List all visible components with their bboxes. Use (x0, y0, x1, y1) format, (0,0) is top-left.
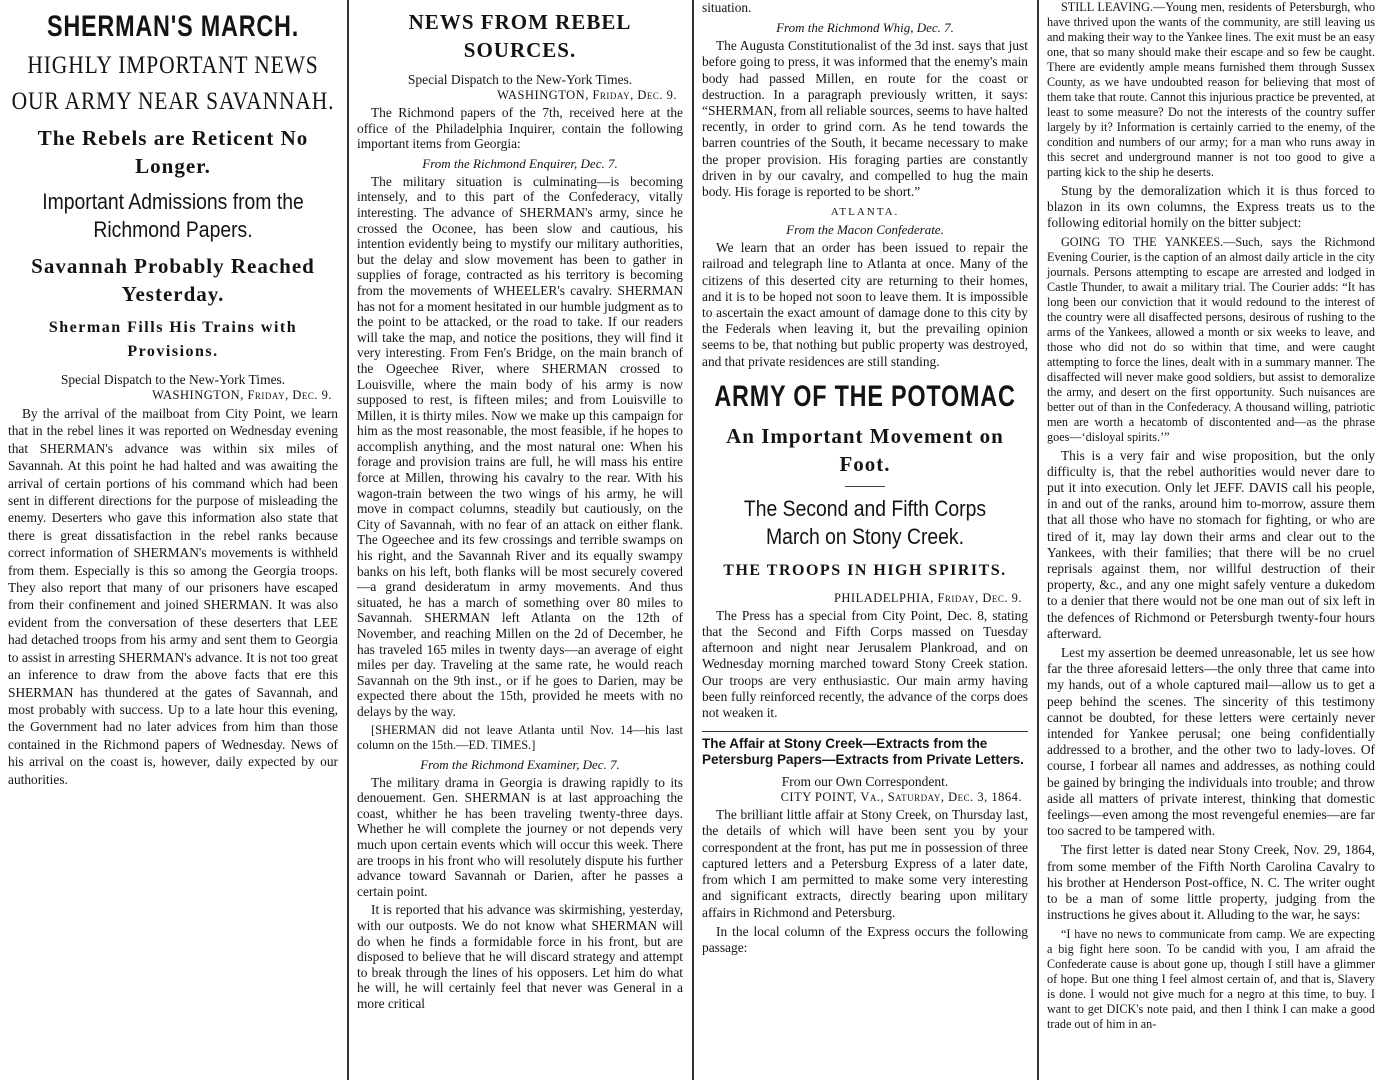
subheadline: The Rebels are Reticent No Longer. (37, 126, 309, 178)
article-paragraph: We learn that an order has been issued to repair the railroad and telegraph line to Atlanta at once. Many of the citizens of this deserted city are returning to their homes, and it is to be hoped not soon to leave them. It is impossible to ascertain the exact amount of damage done to this city by the Federals when leaving it, but the prevailing opinion seems to be, that nothing but public property was destroyed, and that private residences are still standing. (702, 240, 1028, 369)
article-paragraph: By the arrival of the mailboat from City Point, we learn that in the rebel lines it was reported on Wednesday evening that SHERMAN's advance was within six miles of Savannah. At this point he had halted and was awaiting the arrival of certain portions of his command which had been sent in different directions for the purpose of misleading the enemy. Deserters who gave this information also state that there is great dissatisfaction in the rebel ranks because correct information of SHERMAN's movements is withheld from them. Especially is this so among the Georgia troops. They also report that many of our prisoners have escaped from their confinement and joined SHERMAN. It was also evident from the conversation of these deserters that LEE had detached troops from his army and sent them to Georgia to assist in arresting SHERMAN's advance. It is not too great an inference to draw from the above facts that ere this SHERMAN has thundered at the gates of Savannah, and most probably with success. Up to a late hour this evening, the Government had no later advices from him than those contained in the Richmond papers of Wednesday. News of his arrival on the coast is, however, daily expected by our authorities. (8, 406, 338, 787)
article-paragraph: The Press has a special from City Point, Dec. 8, stating that the Second and Fifth Corps massed on Tuesday afternoon and night near Jerusalem Plankroad, and on Wednesday morning marched toward Stony Creek station. Our troops are very enthusiastic. Our main army having been fully reinforced recently, the advance of the corps does not weaken it. (702, 607, 1028, 721)
section-label: ATLANTA. (830, 206, 900, 219)
editor-note: [SHERMAN did not leave Atlanta until Nov. 14—his last column on the 15th.—ED. TIMES.] (357, 722, 683, 752)
article-paragraph: situation. (702, 0, 752, 15)
dateline: CITY POINT, Va., Saturday, Dec. 3, 1864. (780, 790, 1022, 805)
subheadline: The Second and Fifth Corps March on Stony Creek. (743, 495, 987, 549)
dateline: WASHINGTON, Friday, Dec. 9. (152, 388, 332, 402)
article-subhead: The Affair at Stony Creek—Extracts from the Petersburg Papers—Extracts from Private Letters. (702, 731, 1028, 768)
source-credit: From the Macon Confederate. (786, 222, 944, 238)
subheadline-minor: Sherman Fills His Trains with Provisions. (48, 319, 298, 360)
dispatch-credit: Special Dispatch to the New-York Times. (407, 72, 633, 87)
article-paragraph: Lest my assertion be deemed unreasonable, let us see how far the three aforesaid letters—the only three that came into my hands, out of a whole captured mail—allow us to get a peep behind the scenes. The sincerity of this testimony cannot be doubted, for these letters were certainly never intended for Yankee perusal; one being confidentially addressed to a brother, and the other two to lady-loves. Of course, I forbear all names and addresses, as nothing could be gained by bringing the individuals into trouble; and throw aside all matters of private interest, thinking that domestic feelings—even among the most revengeful enemies—are far too sacred to be tampered with. (1047, 645, 1375, 839)
article-paragraph: The military drama in Georgia is drawing rapidly to its denouement. Gen. SHERMAN is at last approaching the coast, whither he has been traveling twenty-three days. Whether he will complete the journey or not depends very much upon certain events which will occur this week. There are troops in his front who will resolutely dispute his further advance toward Savannah or Darien, after he passes a certain point. (357, 774, 683, 899)
correspondent-credit: From our Own Correspondent. (781, 774, 949, 790)
source-credit: From the Richmond Examiner, Dec. 7. (420, 756, 620, 772)
newspaper-column-3 (692, 0, 1036, 1080)
source-credit: From the Richmond Enquirer, Dec. 7. (422, 155, 618, 171)
article-paragraph: The Augusta Constitutionalist of the 3d inst. says that just before going to press, it was informed that the enemy's main body had passed Millen, en route for the coast or destruction. In a paragraph previously written, it says: “SHERMAN, from all reliable sources, seems to have halted recently, in order to grind corn. As he tend towards the barren countries of the South, it became necessary to make the proper provision. His foraging parties are constantly driven in by our cavalry, and compelled to hug the main body. His forage is reported to be short.” (702, 38, 1028, 200)
newspaper-column-1 (0, 0, 346, 1080)
source-credit: From the Richmond Whig, Dec. 7. (776, 20, 954, 36)
article-paragraph: The first letter is dated near Stony Creek, Nov. 29, 1864, from some member of the Fifth North Carolina Cavalry to his brother at Henderson Post-office, N. C. The writer ought to be a man of some little property, judging from the instructions he gives about it. Alluding to the war, he says: (1047, 842, 1375, 923)
article-paragraph: “I have no news to communicate from camp. We are expecting a big fight here soon. To be candid with you, I am afraid the Confederate cause is about gone up, though I still have a glimmer of hope. But one thing I feel almost certain of, and that is, Slavery is done. I would not give much for a negro at this time, to buy. I want to get DICK's note paid, and then I think I can make a good trade out of him in an- (1047, 926, 1375, 1031)
headline: SHERMAN'S MARCH. (46, 10, 300, 43)
headline-deck: OUR ARMY NEAR SAVANNAH. (11, 88, 335, 115)
article-paragraph: The military situation is culminating—is becoming intensely, and to this part of the Confederacy, vitally interesting. The advance of SHERMAN's army, since he crossed the Oconee, has been slow and cautious, his intention evidently being to mystify our military authorities, but the delay and slow movement has been to gather in supplies of forage, contracted as his territory is becoming from the movements of WHEELER's cavalry. SHERMAN has not for a moment hesitated in our humble judgment as to the point to be attacked, or the road to take. If our readers will take the map, and notice the positions, they will find it very interesting. From Fen's Bridge, on the main branch of the Ogeechee River, where SHERMAN crossed to Louisville, where the main body of his army is now supposed to rest, is fifteen miles; and from Louisville to Millen, it is thirty miles. Now we make up this campaign for him as the most reasonable, the most feasible, if he hopes to accomplish anything, and the most natural one: When his forage and provision trains are full, he will mass his entire force at Millen, throwing his cavalry to the rear. With his wagon-train between the two wings of his army, he will move in compact columns, steadily but cautiously, on the City of Savannah, with no fear of an attack on either flank. The Ogeechee and its few crossings and terrible swamps on his right, and the Savannah River and its equally swampy banks on his left, both flanks will be most securely covered—a grand desideratum in army movements. And thus situated, he has a march of something over 80 miles to Savannah. SHERMAN left Atlanta on the 12th of November, and reaching Millen on the 2d of December, he has traveled 165 miles in twenty days—an average of eight miles per day. Traveling at the same rate, he would reach Savannah on the 9th inst., or if he goes to Darien, may be expected there about the 15th, provided he meets with no delays by the way. (357, 173, 683, 719)
divider (845, 486, 885, 487)
article-paragraph: In the local column of the Express occurs the following passage: (702, 923, 1028, 955)
newspaper-column-4 (1037, 0, 1383, 1080)
article-paragraph: The brilliant little affair at Stony Creek, on Thursday last, the details of which will have been sent you by your correspondent at the front, has put me in possession of three captured letters and a Petersburg Express of a later date, from which I am permitted to make some very interesting and significant extracts, directly bearing upon military affairs in Richmond and Petersburg. (702, 807, 1028, 920)
article-paragraph: It is reported that his advance was skirmishing, yesterday, with our outposts. We do not know what SHERMAN will do when he finds a formidable force in his front, but are disposed to believe that he will discard strategy and attempt to break through the lines of his opposers. Let him do what he will, he will certainly feel that never was General in a more critical (357, 902, 683, 1011)
headline: ARMY OF THE POTOMAC (714, 379, 1016, 413)
newspaper-column-2 (347, 0, 691, 1080)
article-paragraph: The Richmond papers of the 7th, received here at the office of the Philadelphia Inquirer, contain the following important items from Georgia: (357, 105, 683, 152)
article-paragraph: Stung by the demoralization which it is thus forced to blazon in its own columns, the Express treats us to the following editorial homily on the bitter subject: (1047, 183, 1375, 231)
headline-deck: HIGHLY IMPORTANT NEWS (27, 52, 319, 79)
article-paragraph: This is a very fair and wise proposition, but the only difficulty is, that the rebel authorities would never dare to put it into execution. Only let JEFF. DAVIS call his people, in and out of the ranks, around him to-morrow, assure them that all those who have no stomach for fighting, or who are tired of it, may lay down their arms and clear out to the Yankees, with their families; that there will be no cruel reprisals against them, nor willful destruction of their property, &c., and any one might safely venture a dukedom to a denier that there would not be one man out of six left in the defences of Richmond or Petersburgh twenty-four hours afterward. (1047, 447, 1375, 641)
article-paragraph: GOING TO THE YANKEES.—Such, says the Richmond Evening Courier, is the caption of an almost daily article in the city journals. Persons attempting to escape are arrested and lodged in Castle Thunder, to await a military trial. The Courier adds: “It has long been our conviction that it would redound to the interest of the country were all disaffected persons, desirous of rushing to the arms of the Yankees, allowed a month or six weeks to leave, and those who did not do so within that time, and were caught attempting to force the lines, dealt with in a summary manner. The disaffected will never make good soldiers, but assist to demoralize the army, and desert on the first opportunity. Such nuisances are better out of than in the Confederacy. A thousand willing, patriotic men are worth a hecatomb of discontented and—as the phrase goes—‘disloyal spirits.’” (1047, 234, 1375, 444)
article-paragraph: STILL LEAVING.—Young men, residents of Petersburgh, who have thrived upon the wants of the community, are still leaving us and making their way to the Yankee lines. The exit must be an easy one, that so many should make their escape and so few be caught. There are evidently ample means furnished them through Sussex County, as we have undoubted reason for believing that most of them take that route. Cannot this injurious practice be prevented, at least to some measure? Do not the interests of the country suffer largely by it? Information is certainly carried to the enemy, of the condition and numbers of our army; for a man who runs away in this secret and underground manner is not too good to give a parting kick to the ship he deserts. (1047, 0, 1375, 179)
subheadline: Important Admissions from the Richmond Papers. (42, 189, 304, 242)
dispatch-credit: Special Dispatch to the New-York Times. (60, 372, 286, 387)
dateline: PHILADELPHIA, Friday, Dec. 9. (833, 590, 1022, 605)
dateline: WASHINGTON, Friday, Dec. 9. (497, 88, 677, 102)
subheadline: NEWS FROM REBEL SOURCES. (408, 10, 632, 62)
subheadline: Savannah Probably Reached Yesterday. (31, 254, 315, 306)
subheadline-minor: THE TROOPS IN HIGH SPIRITS. (723, 561, 1007, 579)
subheadline: An Important Movement on Foot. (726, 423, 1004, 476)
